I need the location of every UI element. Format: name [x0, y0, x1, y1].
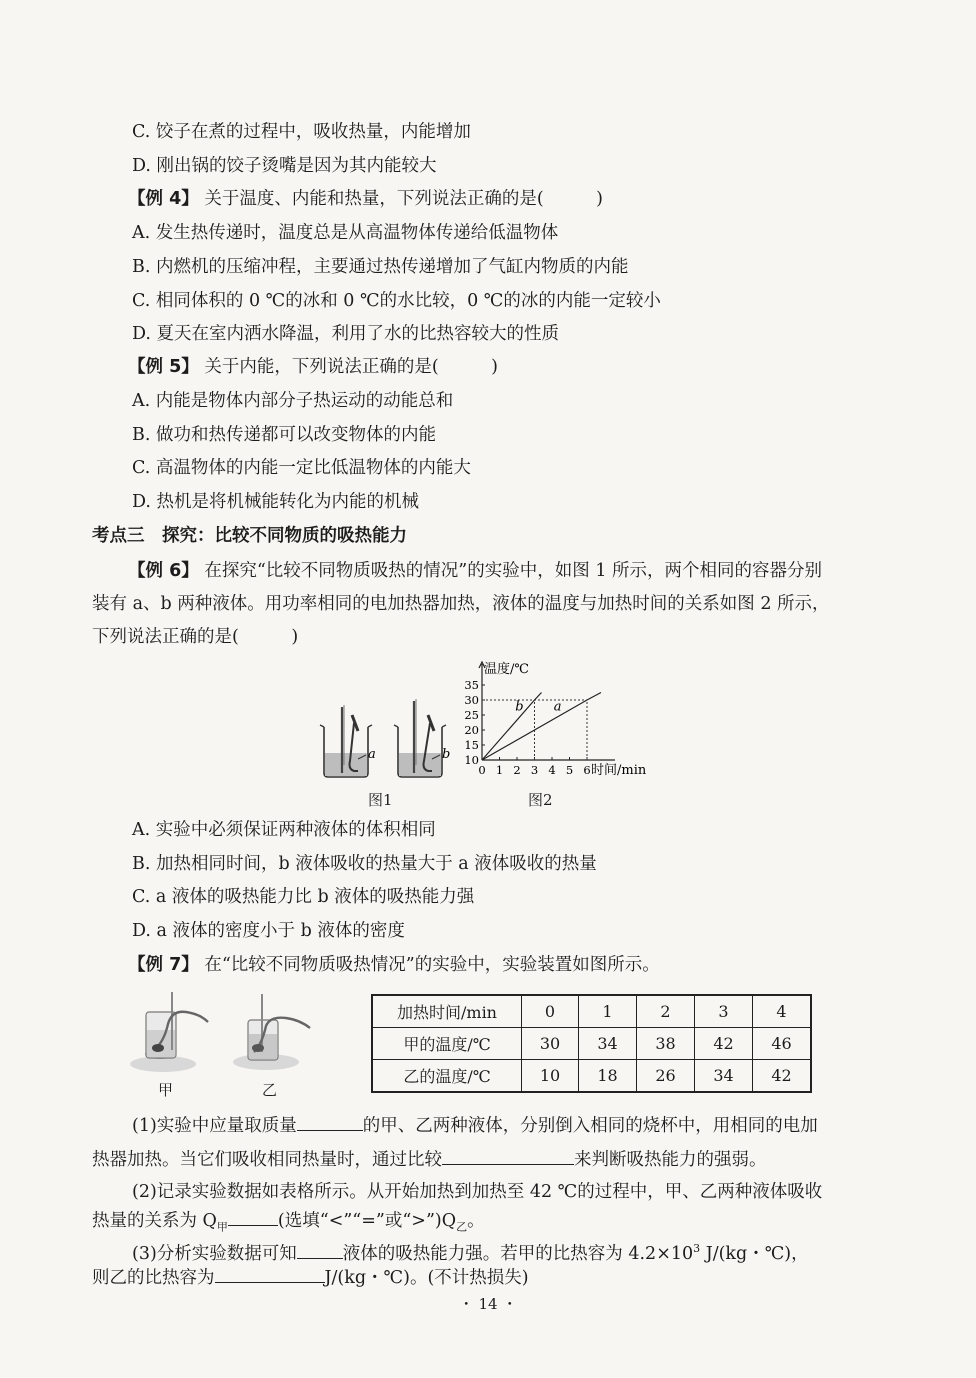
ex4-option-c: C. 相同体积的 0 ℃的冰和 0 ℃的水比较，0 ℃的冰的内能一定较小 — [132, 291, 661, 311]
example-4-question: 关于温度、内能和热量，下列说法正确的是( ) — [204, 189, 604, 209]
example-5-question: 关于内能，下列说法正确的是( ) — [204, 357, 499, 377]
table-cell: 42 — [753, 1060, 812, 1093]
table-header-cell: 1 — [579, 995, 637, 1028]
example-7-question: 在“比较不同物质吸热情况”的实验中，实验装置如图所示。 — [204, 955, 660, 975]
table-row — [372, 1028, 811, 1060]
figure-1-beakers — [312, 695, 462, 780]
subq-3-text-a: (3)分析实验数据可知 — [132, 1243, 297, 1264]
x-tick-label: 2 — [513, 763, 521, 777]
subq-1-text-d: 来判断吸热能力的强弱。 — [574, 1150, 767, 1170]
subq-2-line2 — [92, 1207, 485, 1240]
beaker-a-label: a — [368, 747, 376, 762]
beaker-a — [320, 705, 372, 777]
subq-1-text-c: 热器加热。当它们吸收相同热量时，通过比较 — [92, 1150, 442, 1170]
ex6-option-b: B. 加热相同时间，b 液体吸收的热量大于 a 液体吸收的热量 — [132, 854, 597, 874]
beaker-b — [394, 699, 446, 777]
subscript-jia: 甲 — [216, 1220, 228, 1234]
answer-blank[interactable] — [215, 1264, 325, 1283]
example-7-stem — [128, 953, 660, 977]
option-d: D. 刚出锅的饺子烫嘴是因为其内能较大 — [132, 156, 437, 176]
subq-3-text-d: 则乙的比热容为 — [92, 1268, 215, 1288]
ex6-option-a: A. 实验中必须保证两种液体的体积相同 — [132, 820, 436, 840]
photo-jia — [130, 992, 208, 1072]
x-tick-label: 6 — [583, 763, 591, 777]
subq-2-line1: (2)记录实验数据如表格所示。从开始加热到加热至 42 ℃的过程中，甲、乙两种液体吸收 — [132, 1182, 823, 1202]
y-tick-label: 35 — [464, 678, 479, 692]
ex5-option-d: D. 热机是将机械能转化为内能的机械 — [132, 492, 420, 512]
table-cell: 34 — [695, 1060, 753, 1093]
y-tick-label: 20 — [464, 723, 479, 737]
example-6-label: 【例 6】 — [128, 561, 199, 581]
x-tick-label: 1 — [495, 763, 504, 777]
table-cell: 乙的温度/℃ — [372, 1060, 522, 1093]
ex5-option-a: A. 内能是物体内部分子热运动的动能总和 — [132, 391, 454, 411]
example-7-label: 【例 7】 — [128, 955, 199, 975]
table-cell: 10 — [522, 1060, 579, 1093]
series-line-b — [482, 693, 542, 761]
subq-1-line1 — [132, 1112, 818, 1138]
subq-3-text-c: J/(kg・℃)， — [700, 1243, 809, 1264]
example-5-label: 【例 5】 — [128, 357, 199, 377]
data-table — [371, 994, 812, 1093]
table-cell: 42 — [695, 1028, 753, 1060]
example-4-stem — [128, 187, 603, 211]
subq-3-text-e: J/(kg・℃)。(不计热损失) — [324, 1268, 529, 1288]
ex5-option-b: B. 做功和热传递都可以改变物体的内能 — [132, 425, 436, 445]
answer-blank[interactable] — [228, 1207, 278, 1226]
y-axis-label: 温度/℃ — [484, 662, 529, 677]
table-cell: 34 — [579, 1028, 637, 1060]
series-label-a: a — [553, 699, 562, 715]
section-heading: 考点三 探究：比较不同物质的吸热能力 — [92, 526, 407, 546]
beaker-b-label: b — [442, 747, 451, 762]
example-6-text: 在探究“比较不同物质吸热的情况”的实验中，如图 1 所示，两个相同的容器分别 — [204, 561, 823, 581]
answer-blank[interactable] — [297, 1112, 363, 1131]
answer-blank[interactable] — [442, 1146, 574, 1165]
table-cell: 甲的温度/℃ — [372, 1028, 522, 1060]
subq-2-text-d: 。 — [467, 1211, 485, 1231]
option-c: C. 饺子在煮的过程中，吸收热量，内能增加 — [132, 122, 471, 142]
example-5-stem — [128, 355, 498, 379]
photo-jia-label: 甲 — [158, 1081, 174, 1099]
x-tick-label: 5 — [565, 763, 574, 777]
subq-2-text-b: 热量的关系为 Q — [92, 1211, 217, 1231]
table-header-cell: 2 — [637, 995, 695, 1028]
subq-3-line1 — [132, 1237, 809, 1266]
subscript-yi: 乙 — [456, 1220, 468, 1234]
example-4-label: 【例 4】 — [128, 189, 199, 209]
figure-2-chart — [452, 656, 657, 781]
ex6-option-d: D. a 液体的密度小于 b 液体的密度 — [132, 921, 405, 941]
subq-3-text-b: 液体的吸热能力强。若甲的比热容为 4.2×10 — [342, 1243, 694, 1264]
ex5-option-c: C. 高温物体的内能一定比低温物体的内能大 — [132, 458, 471, 478]
table-cell: 26 — [637, 1060, 695, 1093]
example-6-line1 — [128, 559, 822, 583]
figure-2-caption: 图2 — [528, 791, 553, 809]
y-tick-label: 25 — [464, 708, 479, 722]
series-line-a — [482, 693, 601, 761]
ex4-option-a: A. 发生热传递时，温度总是从高温物体传递给低温物体 — [132, 223, 559, 243]
y-tick-label: 30 — [464, 693, 479, 707]
superscript-3: 3 — [693, 1242, 701, 1255]
example-6-line3: 下列说法正确的是( ) — [92, 627, 299, 647]
table-cell: 18 — [579, 1060, 637, 1093]
table-header-row — [372, 995, 811, 1028]
table-cell: 46 — [753, 1028, 812, 1060]
y-tick-label: 15 — [464, 738, 479, 752]
subq-3-line2 — [92, 1264, 529, 1290]
photo-yi — [233, 994, 310, 1070]
subq-1-text-a: (1)实验中应量取质量 — [132, 1116, 297, 1136]
y-tick-label: 10 — [464, 753, 479, 767]
table-header-cell: 4 — [753, 995, 812, 1028]
figure-1-caption: 图1 — [368, 791, 393, 809]
series-label-b: b — [515, 699, 524, 715]
answer-blank[interactable] — [297, 1240, 343, 1259]
x-axis-label: 时间/min — [591, 763, 647, 778]
x-tick-label: 4 — [548, 763, 556, 777]
table-cell: 38 — [637, 1028, 695, 1060]
subq-1-text-b: 的甲、乙两种液体，分别倒入相同的烧杯中，用相同的电加 — [362, 1116, 818, 1136]
example-6-line2: 装有 a、b 两种液体。用功率相同的电加热器加热，液体的温度与加热时间的关系如图 2 所示， — [92, 594, 830, 614]
x-tick-label: 3 — [530, 763, 539, 777]
subq-2-text-c: (选填“<”“=”或“>”)Q — [277, 1211, 457, 1231]
experiment-photos — [128, 990, 328, 1076]
x-tick-label: 0 — [478, 763, 486, 777]
photo-yi-label: 乙 — [262, 1081, 278, 1099]
table-header-cell: 3 — [695, 995, 753, 1028]
table-header-cell: 加热时间/min — [372, 995, 522, 1028]
ex4-option-d: D. 夏天在室内洒水降温，利用了水的比热容较大的性质 — [132, 324, 560, 344]
table-header-cell: 0 — [522, 995, 579, 1028]
page-number: ・ 14 ・ — [458, 1295, 518, 1313]
table-cell: 30 — [522, 1028, 579, 1060]
table-row — [372, 1060, 811, 1093]
ex4-option-b: B. 内燃机的压缩冲程，主要通过热传递增加了气缸内物质的内能 — [132, 257, 629, 277]
subq-1-line2 — [92, 1146, 767, 1172]
ex6-option-c: C. a 液体的吸热能力比 b 液体的吸热能力强 — [132, 887, 475, 907]
